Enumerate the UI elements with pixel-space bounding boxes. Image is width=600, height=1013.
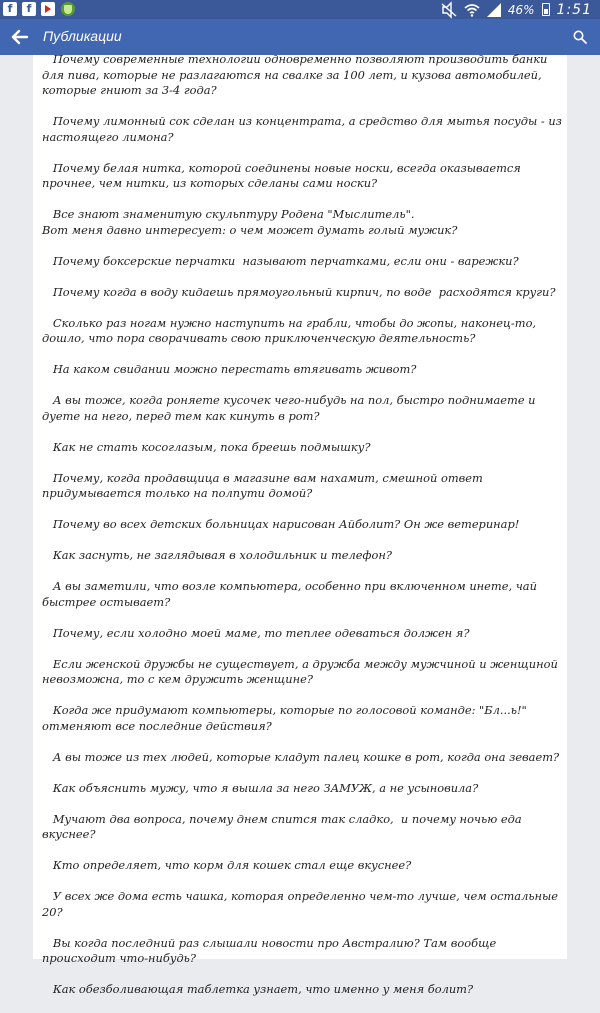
page-title: Публикации — [43, 28, 122, 44]
status-indicators — [441, 0, 592, 19]
post-paragraph: Сколько раз ногам нужно наступить на грабли, чтобы до жопы, наконец-то, дошло, что пора сворачивать свою приключенческую деятельность? — [42, 315, 540, 345]
post-paragraph: Почему, когда продавщица в магазине вам нахамит, смешной ответ придумывается только на полпути домой? — [42, 470, 487, 500]
post-paragraph: Как заснуть, не заглядывая в холодильник и телефон? — [42, 548, 392, 562]
clock: 1:51 — [556, 1, 592, 18]
post-paragraph: Почему современные технологии одновременно позволяют производить банки для пива, которые не разлагаются на свалке за 100 лет, и кузова автомобилей, которые гниют за 3-4 года? — [42, 52, 551, 97]
status-bar — [0, 0, 600, 19]
post-paragraph: Почему, если холодно моей маме, то теплее одеваться должен я? — [42, 625, 470, 640]
post-paragraph: Как обезболивающая таблетка узнает, что именно у меня болит? — [42, 982, 474, 996]
post-paragraph: Если женской дружбы не существует, а дружба между мужчиной и женщиной невозможна, то с кем дружить женщине? — [42, 656, 562, 686]
battery-icon — [542, 3, 550, 16]
post-paragraph: Почему белая нитка, которой соединены новые носки, всегда оказывается прочнее, чем нитки, из которых сделаны сами носки? — [42, 160, 525, 190]
wifi-icon — [464, 3, 480, 17]
post-card — [33, 52, 567, 996]
facebook-icon: f — [22, 2, 36, 16]
post-paragraph: У всех же дома есть чашка, которая определенно чем-то лучше, чем остальные 20? — [42, 889, 562, 919]
post-paragraph: А вы тоже из тех людей, которые кладут палец кошке в рот, когда она зевает? — [42, 749, 560, 764]
youtube-icon — [41, 2, 55, 16]
post-paragraph: Вы когда последний раз слышали новости про Австралию? Там вообще происходит что-нибудь? — [42, 935, 500, 965]
post-paragraph: Почему боксерские перчатки называют перчатками, если они - варежки? — [42, 253, 519, 268]
post-text — [42, 52, 566, 1013]
post-paragraph: А вы тоже, когда роняете кусочек чего-нибудь на пол, быстро поднимаете и дуете на него, перед тем как кинуть в рот? — [42, 393, 540, 423]
post-paragraph: Как не стать косоглазым, пока бреешь подмышку? — [42, 439, 371, 454]
post-paragraph: А вы заметили, что возле компьютера, особенно при включенном инете, чай быстрее остывает? — [42, 579, 541, 609]
post-paragraph: Кто определяет, что корм для кошек стал еще вкуснее? — [42, 858, 412, 872]
post-paragraph: На каком свидании можно перестать втягивать живот? — [42, 362, 417, 376]
post-paragraph: Почему лимонный сок сделан из концентрата, а средство для мытья посуды - из настоящего лимона? — [42, 114, 566, 144]
security-shield-icon — [61, 2, 75, 16]
post-paragraph: Почему когда в воду кидаешь прямоугольный кирпич, по воде расходятся круги? — [42, 284, 556, 299]
app-bar — [0, 19, 600, 55]
post-paragraph: Почему во всех детских больницах нарисован Айболит? Он же ветеринар! — [42, 517, 520, 531]
post-paragraph: Все знают знаменитую скульптуру Родена "Мыслитель". Вот меня давно интересует: о чем может думать голый мужик? — [42, 207, 458, 237]
mute-icon — [441, 3, 457, 17]
facebook-icon: f — [3, 2, 17, 16]
search-icon — [573, 30, 587, 44]
post-paragraph: Как объяснить мужу, что я вышла за него ЗАМУЖ, а не усыновила? — [42, 780, 479, 795]
search-button[interactable] — [568, 25, 592, 49]
back-button[interactable] — [6, 23, 34, 51]
signal-icon — [487, 3, 501, 17]
arrow-left-icon — [11, 29, 29, 45]
post-paragraph: Когда же придумают компьютеры, которые по голосовой команде: "Бл...ь!" отменяют все последние действия? — [42, 703, 531, 733]
battery-percent: 46% — [507, 2, 535, 17]
post-paragraph: Мучают два вопроса, почему днем спится так сладко, и почему ночью еда вкуснее? — [42, 811, 526, 841]
